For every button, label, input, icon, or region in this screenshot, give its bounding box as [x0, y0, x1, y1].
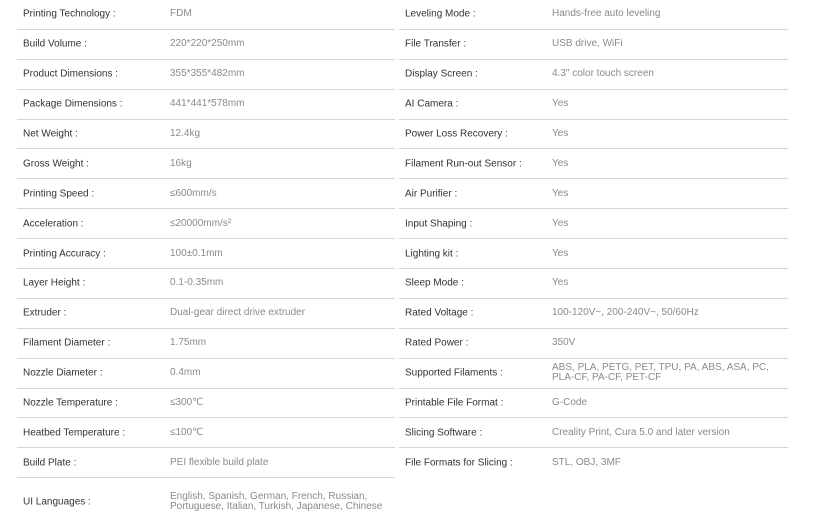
spec-column-right: [399, 0, 788, 478]
spec-row: [399, 30, 788, 60]
spec-row: [399, 418, 788, 448]
spec-value-line: English, Spanish, German, French, Russian,: [170, 491, 368, 503]
spec-value: Yes: [552, 157, 569, 169]
spec-value: FDM: [170, 8, 192, 20]
spec-label: Filament Diameter :: [23, 337, 111, 349]
spec-label: Leveling Mode :: [405, 8, 476, 20]
spec-label: Sleep Mode :: [405, 277, 464, 289]
spec-value: 350V: [552, 337, 576, 349]
spec-value: 12.4kg: [170, 128, 201, 139]
spec-label: UI Languages :: [23, 496, 91, 508]
spec-label: File Formats for Slicing :: [405, 457, 513, 469]
spec-label: Nozzle Temperature :: [23, 397, 118, 409]
spec-row: [399, 209, 788, 239]
spec-label: Heatbed Temperature :: [23, 427, 126, 439]
spec-label: Gross Weight :: [23, 158, 89, 170]
spec-row: [17, 299, 395, 329]
spec-value: 220*220*250mm: [170, 38, 245, 50]
spec-label: AI Camera :: [405, 98, 459, 110]
spec-label: Display Screen :: [405, 68, 478, 80]
spec-label: Package Dimensions :: [23, 98, 123, 110]
spec-row: [399, 299, 788, 329]
spec-value: ≤300℃: [170, 397, 204, 409]
spec-value: Dual-gear direct drive extruder: [170, 307, 306, 319]
spec-column-left: [17, 0, 395, 526]
spec-row: [399, 149, 788, 179]
spec-row: [399, 269, 788, 299]
spec-row: [399, 239, 788, 269]
spec-row: [399, 448, 788, 478]
spec-value: 16kg: [170, 157, 192, 169]
spec-row: [399, 359, 788, 389]
spec-label: Input Shaping :: [405, 218, 473, 230]
spec-label: Supported Filaments :: [405, 367, 503, 379]
spec-row: [17, 179, 395, 209]
spec-label: Lighting kit :: [405, 248, 459, 260]
spec-value: Yes: [552, 187, 569, 199]
spec-label: Nozzle Diameter :: [23, 367, 103, 379]
spec-row: [17, 448, 395, 478]
spec-value: Yes: [552, 247, 569, 259]
spec-label: Acceleration :: [23, 218, 84, 230]
spec-row: [17, 239, 395, 269]
spec-value: Yes: [552, 217, 569, 229]
spec-value: 100-120V~, 200-240V~, 50/60Hz: [552, 307, 699, 319]
spec-value: ≤600mm/s: [170, 187, 217, 199]
spec-row: [17, 30, 395, 60]
spec-value: [552, 363, 769, 383]
spec-value: 0.4mm: [170, 367, 201, 379]
spec-label: Build Volume :: [23, 38, 87, 50]
spec-row: [399, 60, 788, 90]
spec-value: 1.75mm: [170, 337, 207, 349]
spec-value: Yes: [552, 128, 569, 139]
spec-label: Printing Technology :: [23, 8, 116, 20]
spec-row: [17, 209, 395, 239]
spec-row: [399, 389, 788, 419]
spec-label: Filament Run-out Sensor :: [405, 158, 522, 170]
spec-label: Printing Accuracy :: [23, 248, 106, 260]
spec-row: [17, 90, 395, 120]
spec-row: [399, 179, 788, 209]
spec-value: Yes: [552, 277, 569, 289]
spec-value: STL, OBJ, 3MF: [552, 457, 621, 469]
spec-row: [17, 418, 395, 448]
spec-row: [399, 329, 788, 359]
spec-label: File Transfer :: [405, 38, 467, 50]
spec-value: 355*355*482mm: [170, 68, 245, 80]
spec-label: Net Weight :: [23, 128, 78, 140]
spec-row: [399, 120, 788, 150]
spec-label: Rated Power :: [405, 337, 469, 349]
spec-label: Layer Height :: [23, 277, 86, 289]
spec-value: ≤20000mm/s²: [170, 217, 232, 229]
spec-label: Printable File Format :: [405, 397, 504, 409]
spec-label: Power Loss Recovery :: [405, 128, 508, 140]
spec-value: Hands-free auto leveling: [552, 8, 661, 20]
spec-label: Build Plate :: [23, 457, 77, 469]
spec-value: PEI flexible build plate: [170, 456, 269, 468]
spec-row: [17, 329, 395, 359]
spec-row: [17, 149, 395, 179]
spec-row: [399, 0, 788, 30]
spec-row: [17, 120, 395, 150]
spec-value: Yes: [552, 98, 569, 110]
spec-row: [17, 0, 395, 30]
spec-label: Rated Voltage :: [405, 307, 474, 319]
spec-value: 441*441*578mm: [170, 98, 245, 110]
spec-label: Product Dimensions :: [23, 68, 119, 80]
spec-row: [17, 359, 395, 389]
spec-row: [17, 478, 395, 526]
spec-label: Extruder :: [23, 307, 67, 319]
spec-value-line: ABS, PLA, PETG, PET, TPU, PA, ABS, ASA, PC,: [552, 362, 769, 374]
spec-value: 100±0.1mm: [170, 247, 223, 259]
spec-row: [17, 389, 395, 419]
spec-row: [17, 269, 395, 299]
spec-label: Air Purifier :: [405, 188, 458, 200]
spec-value: [170, 492, 382, 512]
spec-row: [399, 90, 788, 120]
spec-value-line: Portuguese, Italian, Turkish, Japanese, Chinese: [170, 501, 383, 513]
spec-value: USB drive, WiFi: [552, 38, 623, 50]
spec-value: 0.1-0.35mm: [170, 277, 224, 289]
spec-value: ≤100℃: [170, 426, 204, 438]
spec-value: G-Code: [552, 397, 588, 409]
spec-value-line: PLA-CF, PA-CF, PET-CF: [552, 372, 662, 384]
spec-row: [17, 60, 395, 90]
spec-label: Printing Speed :: [23, 188, 95, 200]
spec-label: Slicing Software :: [405, 427, 483, 439]
spec-value: 4.3" color touch screen: [552, 68, 654, 80]
spec-value: Creality Print, Cura 5.0 and later version: [552, 426, 730, 438]
